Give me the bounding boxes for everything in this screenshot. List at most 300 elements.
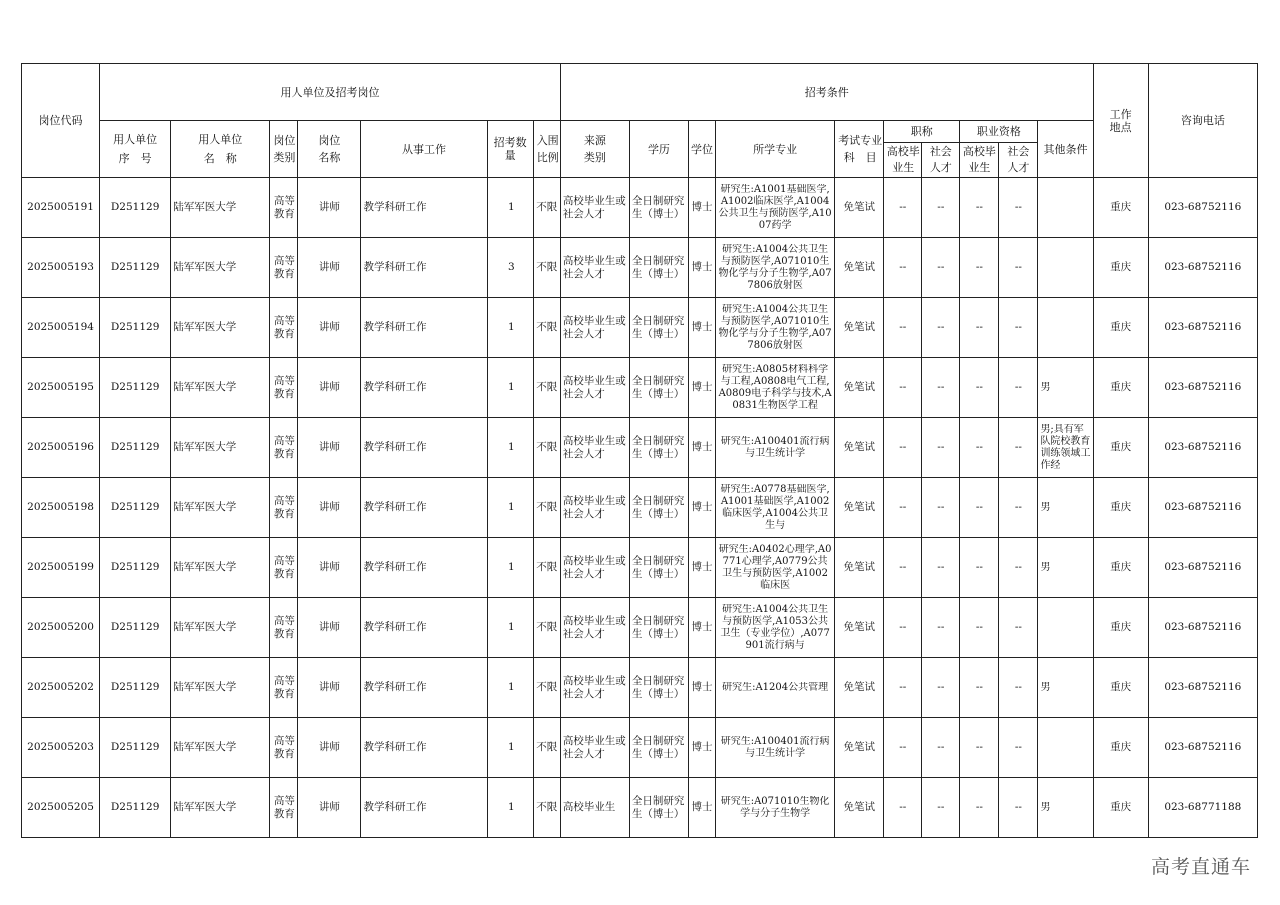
quota-cell [487, 418, 533, 478]
ratio-cell-text: 不限 [536, 321, 558, 333]
post-code-cell-text: 2025005199 [27, 561, 94, 573]
unit-name-cell [171, 418, 270, 478]
header-post-name [298, 121, 361, 178]
header-post-name-text: 岗位名称 [318, 134, 341, 164]
exam-cell-text: 免笔试 [843, 441, 875, 453]
post-name-cell-text: 讲师 [318, 441, 340, 453]
title-grad-cell-text: -- [899, 321, 907, 333]
header-work: 从事工作 [361, 121, 487, 178]
degree-cell-text: 博士 [691, 741, 713, 753]
education-cell-text: 全日制研究生（博士） [631, 554, 685, 580]
work-cell [361, 478, 487, 538]
major-cell [716, 538, 835, 598]
table-row [22, 178, 1258, 238]
header-title-social-text: 社会人才 [929, 145, 952, 174]
title-grad-cell-text: -- [899, 501, 907, 513]
work-place-cell-text: 重庆 [1110, 561, 1132, 573]
title-social-cell [922, 298, 960, 358]
title-grad-cell [884, 598, 922, 658]
qual-social-cell-text: -- [1014, 201, 1022, 213]
unit-seq-cell [100, 238, 171, 298]
degree-cell-text: 博士 [691, 801, 713, 813]
header-quota: 招考数量 [487, 121, 533, 178]
post-name-cell [298, 538, 361, 598]
post-code-cell [22, 778, 100, 838]
table-row [22, 238, 1258, 298]
unit-name-cell [171, 718, 270, 778]
title-grad-cell [884, 298, 922, 358]
degree-cell [688, 238, 715, 298]
unit-name-cell-text: 陆军军医大学 [173, 381, 237, 393]
ratio-cell-text: 不限 [536, 201, 558, 213]
title-grad-cell [884, 538, 922, 598]
education-cell [629, 358, 688, 418]
qual-social-cell [999, 718, 1038, 778]
unit-name-cell-text: 陆军军医大学 [173, 261, 237, 273]
work-place-cell-text: 重庆 [1110, 201, 1132, 213]
exam-cell [835, 778, 884, 838]
title-grad-cell [884, 718, 922, 778]
major-cell-text: 研究生:A100401流行病与卫生统计学 [720, 435, 830, 459]
title-social-cell-text: -- [937, 801, 945, 813]
unit-seq-cell-text: D251129 [110, 321, 160, 333]
unit-name-cell-text: 陆军军医大学 [173, 801, 237, 813]
unit-name-cell-text: 陆军军医大学 [173, 441, 237, 453]
degree-cell-text: 博士 [691, 621, 713, 633]
title-grad-cell [884, 358, 922, 418]
degree-cell-text: 博士 [691, 501, 713, 513]
header-post-category [270, 121, 298, 178]
work-place-cell-text: 重庆 [1110, 501, 1132, 513]
other-cell [1038, 238, 1093, 298]
post-category-cell [270, 658, 298, 718]
post-category-cell-text: 高等教育 [273, 554, 295, 580]
post-name-cell-text: 讲师 [318, 681, 340, 693]
title-social-cell [922, 238, 960, 298]
quota-cell-text: 1 [508, 681, 515, 693]
header-source-text: 来源类别 [583, 134, 606, 164]
phone-cell-text: 023-68752116 [1164, 441, 1242, 453]
phone-cell [1148, 598, 1257, 658]
major-cell-text: 研究生:A100401流行病与卫生统计学 [720, 735, 830, 759]
post-name-cell [298, 598, 361, 658]
unit-seq-cell [100, 358, 171, 418]
post-category-cell-text: 高等教育 [273, 614, 295, 640]
source-cell-text: 高校毕业生或社会人才 [562, 194, 626, 220]
work-place-cell [1093, 238, 1148, 298]
post-category-cell-text: 高等教育 [273, 254, 295, 280]
qual-social-cell [999, 358, 1038, 418]
degree-cell [688, 478, 715, 538]
education-cell [629, 178, 688, 238]
qual-grad-cell [960, 238, 999, 298]
education-cell [629, 778, 688, 838]
title-social-cell [922, 178, 960, 238]
post-name-cell [298, 658, 361, 718]
degree-cell [688, 598, 715, 658]
degree-cell-text: 博士 [691, 201, 713, 213]
qual-grad-cell [960, 178, 999, 238]
post-name-cell [298, 778, 361, 838]
quota-cell [487, 238, 533, 298]
header-employer-group: 用人单位及招考岗位 [100, 64, 561, 121]
header-degree: 学位 [688, 121, 715, 178]
header-unit-name [171, 121, 270, 178]
exam-cell-text: 免笔试 [843, 741, 875, 753]
other-cell [1038, 358, 1093, 418]
title-social-cell-text: -- [937, 501, 945, 513]
qual-social-cell-text: -- [1014, 561, 1022, 573]
post-category-cell-text: 高等教育 [273, 374, 295, 400]
post-category-cell [270, 238, 298, 298]
work-place-cell [1093, 718, 1148, 778]
post-name-cell-text: 讲师 [318, 561, 340, 573]
other-cell-text: 男 [1040, 561, 1051, 573]
post-category-cell-text: 高等教育 [273, 314, 295, 340]
post-category-cell-text: 高等教育 [273, 734, 295, 760]
unit-name-cell-text: 陆军军医大学 [173, 321, 237, 333]
work-place-cell [1093, 658, 1148, 718]
unit-name-cell [171, 598, 270, 658]
unit-name-cell [171, 538, 270, 598]
title-grad-cell [884, 778, 922, 838]
qual-social-cell [999, 298, 1038, 358]
education-cell-text: 全日制研究生（博士） [631, 194, 685, 220]
phone-cell [1148, 478, 1257, 538]
work-place-cell [1093, 298, 1148, 358]
qual-social-cell-text: -- [1014, 501, 1022, 513]
post-code-cell [22, 238, 100, 298]
header-work-place [1093, 64, 1148, 178]
post-code-cell [22, 178, 100, 238]
post-code-cell-text: 2025005202 [27, 681, 94, 693]
quota-cell [487, 538, 533, 598]
header-qual-social-text: 社会人才 [1007, 145, 1030, 174]
phone-cell [1148, 178, 1257, 238]
post-code-cell [22, 418, 100, 478]
title-social-cell [922, 778, 960, 838]
header-exam-text: 考试专业科 目 [838, 134, 883, 164]
quota-cell [487, 778, 533, 838]
header-ratio-text: 入围比例 [536, 134, 559, 164]
quota-cell-text: 1 [508, 321, 515, 333]
work-cell-text: 教学科研工作 [363, 441, 427, 453]
qual-grad-cell [960, 538, 999, 598]
header-conditions-group: 招考条件 [560, 64, 1093, 121]
source-cell-text: 高校毕业生或社会人才 [562, 494, 626, 520]
title-grad-cell [884, 178, 922, 238]
table-row [22, 718, 1258, 778]
header-unit-seq-text: 用人单位序 号 [113, 133, 158, 165]
other-cell-text: 男;具有军队院校教育训练领域工作经 [1040, 423, 1091, 471]
title-grad-cell-text: -- [899, 741, 907, 753]
qual-social-cell [999, 658, 1038, 718]
title-social-cell-text: -- [937, 741, 945, 753]
qual-grad-cell [960, 418, 999, 478]
qual-social-cell [999, 418, 1038, 478]
unit-name-cell [171, 658, 270, 718]
unit-seq-cell [100, 538, 171, 598]
source-cell-text: 高校毕业生或社会人才 [562, 614, 626, 640]
phone-cell-text: 023-68752116 [1164, 381, 1242, 393]
unit-seq-cell [100, 178, 171, 238]
source-cell-text: 高校毕业生或社会人才 [562, 254, 626, 280]
source-cell-text: 高校毕业生或社会人才 [562, 734, 626, 760]
qual-social-cell [999, 478, 1038, 538]
education-cell [629, 298, 688, 358]
header-ratio [533, 121, 560, 178]
other-cell [1038, 178, 1093, 238]
source-cell [560, 418, 629, 478]
quota-cell-text: 1 [508, 441, 515, 453]
major-cell-text: 研究生:A1001基础医学,A1002临床医学,A1004公共卫生与预防医学,A1007药学 [718, 183, 832, 231]
post-code-cell-text: 2025005203 [27, 741, 94, 753]
source-cell [560, 358, 629, 418]
work-cell [361, 718, 487, 778]
watermark-text: 高考直通车 [1150, 856, 1251, 878]
header-post-category-text: 岗位类别 [273, 134, 296, 164]
work-place-cell-text: 重庆 [1110, 741, 1132, 753]
post-name-cell-text: 讲师 [318, 621, 340, 633]
post-code-cell-text: 2025005205 [27, 801, 94, 813]
work-cell [361, 358, 487, 418]
post-category-cell [270, 418, 298, 478]
table-row [22, 598, 1258, 658]
unit-seq-cell-text: D251129 [110, 201, 160, 213]
post-code-cell-text: 2025005196 [27, 441, 94, 453]
title-grad-cell-text: -- [899, 441, 907, 453]
qual-grad-cell [960, 598, 999, 658]
phone-cell-text: 023-68752116 [1164, 501, 1242, 513]
qual-grad-cell-text: -- [975, 381, 983, 393]
unit-seq-cell-text: D251129 [110, 681, 160, 693]
post-code-cell-text: 2025005200 [27, 621, 94, 633]
phone-cell [1148, 418, 1257, 478]
unit-seq-cell-text: D251129 [110, 621, 160, 633]
work-cell-text: 教学科研工作 [363, 801, 427, 813]
header-source [560, 121, 629, 178]
post-code-cell [22, 658, 100, 718]
header-exam [835, 121, 884, 178]
degree-cell-text: 博士 [691, 561, 713, 573]
work-cell-text: 教学科研工作 [363, 321, 427, 333]
major-cell [716, 418, 835, 478]
title-social-cell [922, 478, 960, 538]
table-row [22, 478, 1258, 538]
header-title-grad-text: 高校毕业生 [886, 145, 920, 174]
source-cell [560, 778, 629, 838]
header-qual-group: 职业资格 [960, 121, 1038, 143]
post-category-cell-text: 高等教育 [273, 794, 295, 820]
work-cell [361, 778, 487, 838]
ratio-cell [533, 418, 560, 478]
quota-cell-text: 1 [508, 561, 515, 573]
table-row [22, 298, 1258, 358]
other-cell [1038, 538, 1093, 598]
header-unit-seq [100, 121, 171, 178]
header-phone: 咨询电话 [1148, 64, 1257, 178]
major-cell [716, 238, 835, 298]
quota-cell [487, 178, 533, 238]
ratio-cell [533, 238, 560, 298]
qual-social-cell-text: -- [1014, 381, 1022, 393]
source-cell [560, 658, 629, 718]
degree-cell [688, 778, 715, 838]
unit-name-cell [171, 478, 270, 538]
title-social-cell-text: -- [937, 681, 945, 693]
source-cell-text: 高校毕业生或社会人才 [562, 374, 626, 400]
other-cell [1038, 298, 1093, 358]
source-cell [560, 598, 629, 658]
phone-cell [1148, 238, 1257, 298]
post-category-cell-text: 高等教育 [273, 674, 295, 700]
phone-cell-text: 023-68752116 [1164, 201, 1242, 213]
qual-social-cell-text: -- [1014, 621, 1022, 633]
degree-cell [688, 718, 715, 778]
work-cell-text: 教学科研工作 [363, 261, 427, 273]
unit-name-cell-text: 陆军军医大学 [173, 561, 237, 573]
exam-cell [835, 658, 884, 718]
major-cell-text: 研究生:A0778基础医学,A1001基础医学,A1002临床医学,A1004公共卫生与 [720, 483, 830, 531]
ratio-cell [533, 598, 560, 658]
post-code-cell [22, 718, 100, 778]
work-cell-text: 教学科研工作 [363, 561, 427, 573]
source-cell-text: 高校毕业生或社会人才 [562, 554, 626, 580]
ratio-cell-text: 不限 [536, 261, 558, 273]
major-cell [716, 178, 835, 238]
title-social-cell-text: -- [937, 441, 945, 453]
phone-cell [1148, 358, 1257, 418]
degree-cell [688, 178, 715, 238]
phone-cell [1148, 778, 1257, 838]
ratio-cell [533, 778, 560, 838]
other-cell [1038, 418, 1093, 478]
qual-grad-cell-text: -- [975, 261, 983, 273]
title-social-cell-text: -- [937, 621, 945, 633]
title-social-cell [922, 598, 960, 658]
education-cell-text: 全日制研究生（博士） [631, 314, 685, 340]
header-title-social [922, 143, 960, 178]
major-cell-text: 研究生:A1204公共管理 [722, 681, 829, 693]
post-name-cell-text: 讲师 [318, 321, 340, 333]
ratio-cell [533, 658, 560, 718]
header-unit-name-text: 用人单位名 称 [198, 133, 243, 165]
title-social-cell-text: -- [937, 201, 945, 213]
table-row [22, 418, 1258, 478]
post-name-cell [298, 238, 361, 298]
degree-cell [688, 358, 715, 418]
major-cell [716, 298, 835, 358]
qual-social-cell [999, 778, 1038, 838]
post-name-cell [298, 418, 361, 478]
work-cell [361, 178, 487, 238]
post-code-cell [22, 358, 100, 418]
post-name-cell-text: 讲师 [318, 801, 340, 813]
qual-social-cell-text: -- [1014, 321, 1022, 333]
other-cell [1038, 778, 1093, 838]
work-cell-text: 教学科研工作 [363, 621, 427, 633]
exam-cell [835, 178, 884, 238]
title-grad-cell-text: -- [899, 381, 907, 393]
work-place-cell-text: 重庆 [1110, 621, 1132, 633]
qual-grad-cell-text: -- [975, 441, 983, 453]
quota-cell-text: 1 [508, 201, 515, 213]
ratio-cell-text: 不限 [536, 741, 558, 753]
exam-cell-text: 免笔试 [843, 501, 875, 513]
unit-name-cell-text: 陆军军医大学 [173, 741, 237, 753]
quota-cell-text: 1 [508, 801, 515, 813]
ratio-cell-text: 不限 [536, 501, 558, 513]
qual-social-cell [999, 178, 1038, 238]
title-social-cell [922, 418, 960, 478]
qual-grad-cell-text: -- [975, 741, 983, 753]
ratio-cell-text: 不限 [536, 441, 558, 453]
unit-seq-cell [100, 658, 171, 718]
title-social-cell-text: -- [937, 381, 945, 393]
header-major: 所学专业 [716, 121, 835, 178]
post-category-cell [270, 718, 298, 778]
unit-seq-cell [100, 298, 171, 358]
quota-cell-text: 1 [508, 621, 515, 633]
quota-cell [487, 658, 533, 718]
work-place-cell [1093, 598, 1148, 658]
post-code-cell-text: 2025005194 [27, 321, 94, 333]
post-name-cell-text: 讲师 [318, 261, 340, 273]
unit-name-cell-text: 陆军军医大学 [173, 621, 237, 633]
post-code-cell-text: 2025005191 [27, 201, 94, 213]
work-place-cell [1093, 358, 1148, 418]
other-cell [1038, 718, 1093, 778]
post-code-cell-text: 2025005193 [27, 261, 94, 273]
phone-cell-text: 023-68752116 [1164, 321, 1242, 333]
header-other: 其他条件 [1038, 121, 1093, 178]
education-cell-text: 全日制研究生（博士） [631, 614, 685, 640]
degree-cell [688, 298, 715, 358]
post-category-cell [270, 298, 298, 358]
major-cell-text: 研究生:A071010生物化学与分子生物学 [720, 795, 830, 819]
header-work-place-text: 工作地点 [1109, 107, 1132, 134]
education-cell-text: 全日制研究生（博士） [631, 254, 685, 280]
header-post-code: 岗位代码 [22, 64, 100, 178]
post-name-cell [298, 298, 361, 358]
title-social-cell [922, 358, 960, 418]
post-name-cell [298, 358, 361, 418]
qual-grad-cell [960, 778, 999, 838]
degree-cell [688, 538, 715, 598]
phone-cell [1148, 538, 1257, 598]
ratio-cell-text: 不限 [536, 561, 558, 573]
major-cell [716, 718, 835, 778]
degree-cell-text: 博士 [691, 261, 713, 273]
education-cell [629, 538, 688, 598]
post-name-cell-text: 讲师 [318, 381, 340, 393]
header-qual-grad [960, 143, 999, 178]
title-social-cell [922, 718, 960, 778]
qual-social-cell-text: -- [1014, 801, 1022, 813]
unit-seq-cell-text: D251129 [110, 261, 160, 273]
ratio-cell [533, 478, 560, 538]
source-cell-text: 高校毕业生 [562, 801, 616, 813]
exam-cell-text: 免笔试 [843, 381, 875, 393]
unit-name-cell-text: 陆军军医大学 [173, 501, 237, 513]
major-cell [716, 598, 835, 658]
quota-cell [487, 598, 533, 658]
major-cell [716, 478, 835, 538]
source-cell [560, 238, 629, 298]
table-header [22, 64, 1258, 178]
ratio-cell [533, 358, 560, 418]
qual-grad-cell-text: -- [975, 501, 983, 513]
